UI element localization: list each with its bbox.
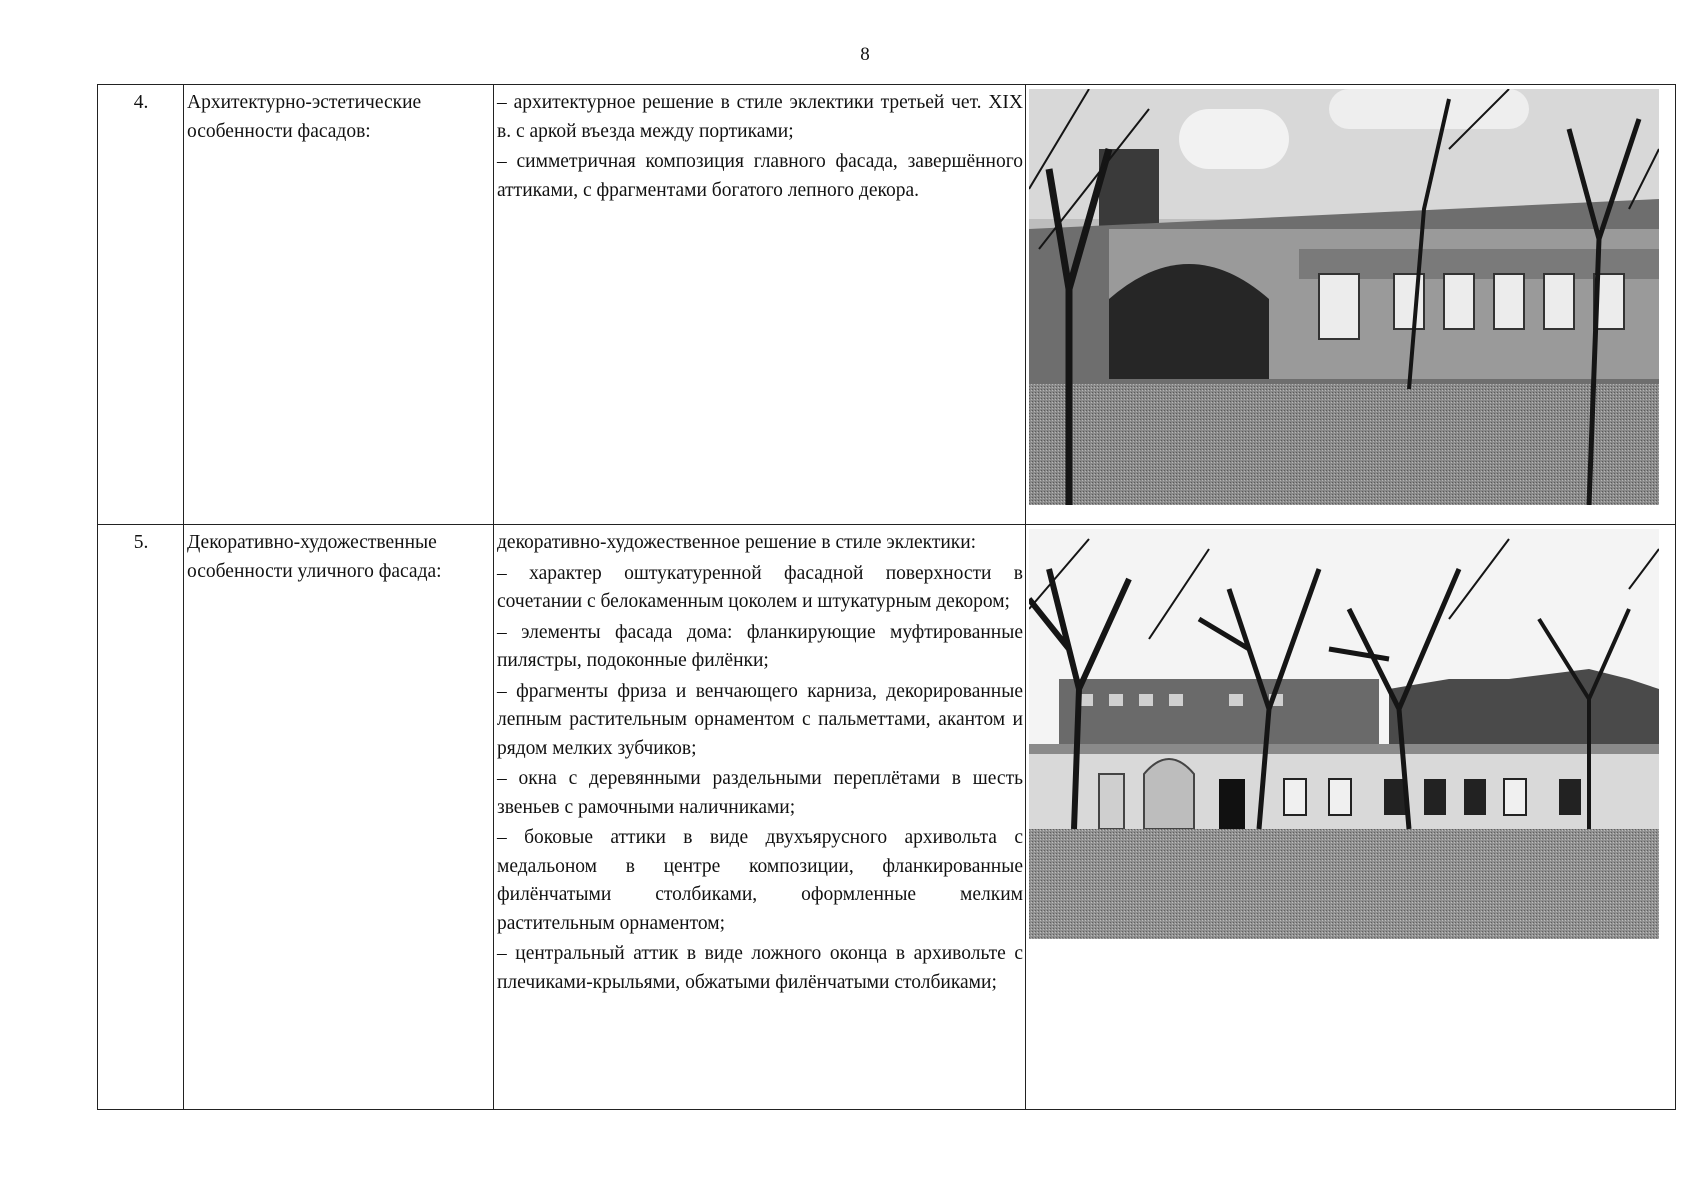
description-item: – симметричная композиция главного фасада, завершённого аттиками, с фрагментами богатого лепного декора. [497, 151, 1023, 201]
description-table [97, 84, 1676, 1110]
table-row [98, 85, 1676, 525]
photo-cell [1026, 525, 1676, 1110]
row-description [494, 525, 1026, 1110]
row-number: 4. [98, 85, 184, 525]
row-number: 5. [98, 525, 184, 1110]
row-description [494, 85, 1026, 525]
description-item: – элементы фасада дома: фланкирующие муфтированные пилястры, подоконные филёнки; [497, 621, 1023, 671]
description-item: – архитектурное решение в стиле эклектики третьей чет. XIX в. с аркой въезда между портиками; [497, 92, 1023, 142]
row-title: Архитектурно-эстетические особенности фасадов: [184, 85, 494, 525]
description-item: – центральный аттик в виде ложного оконца в архивольте с плечиками-крыльями, обжатыми филёнчатыми столбиками; [497, 943, 1023, 993]
row-title: Декоративно-художественные особенности уличного фасада: [184, 525, 494, 1110]
description-item: декоративно-художественное решение в стиле эклектики: [497, 532, 977, 553]
description-item: – фрагменты фриза и венчающего карниза, декорированные лепным растительным орнаментом с пальметтами, акантом и рядом мелких зубчиков; [497, 680, 1023, 759]
facade-photo [1029, 89, 1659, 505]
description-item: – боковые аттики в виде двухъярусного архивольта с медальоном в центре композиции, фланкированные филёнчатыми столбиками, оформленные мелким растительным орнаментом; [497, 827, 1023, 934]
photo-cell [1026, 85, 1676, 525]
table-row [98, 525, 1676, 1110]
description-item: – окна с деревянными раздельными переплётами в шесть звеньев с рамочными наличниками; [497, 768, 1023, 818]
page-number: 8 [860, 44, 870, 65]
description-item: – характер оштукатуренной фасадной поверхности в сочетании с белокаменным цоколем и штукатурным декором; [497, 562, 1023, 612]
facade-photo [1029, 529, 1659, 939]
